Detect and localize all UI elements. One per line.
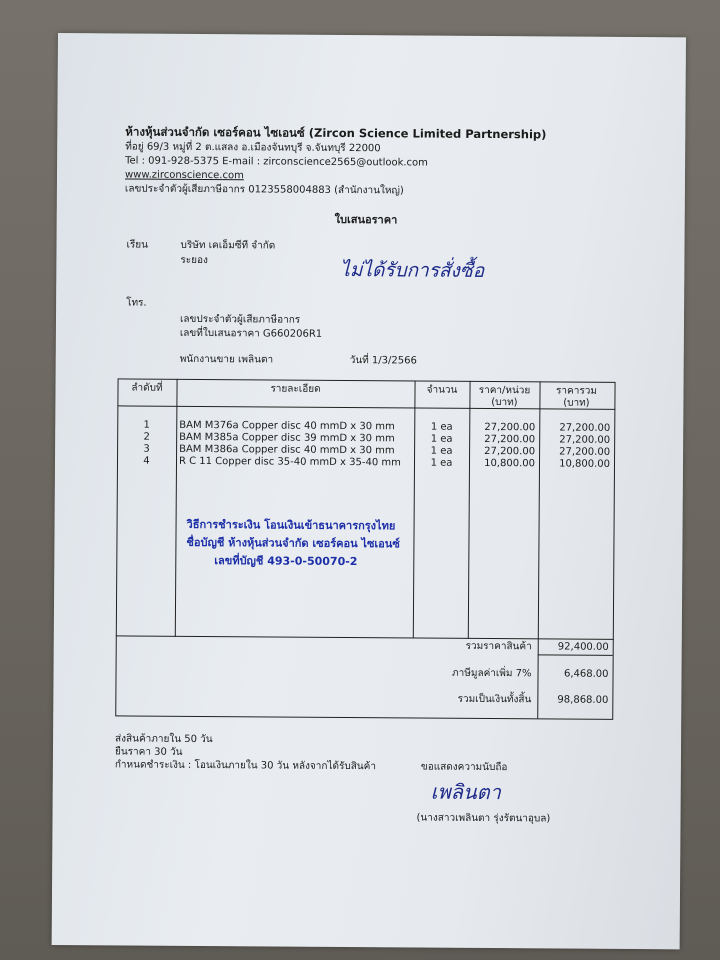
salesperson: พนักงานขาย เพลินตา bbox=[179, 353, 274, 366]
header-no: ลำดับที่ bbox=[131, 382, 163, 394]
customer-name: บริษัท เคเอ็มซีที จำกัด bbox=[180, 239, 276, 252]
payment-account-number: เลขที่บัญชี 493-0-50070-2 bbox=[214, 554, 358, 569]
company-address: ที่อยู่ 69/3 หมู่ที่ 2 ต.แสลง อ.เมืองจันทบุรี จ.จันทบุรี 22000 bbox=[125, 141, 381, 155]
company-tax-id: เลขประจำตัวผู้เสียภาษีอากร 0123558004883 (สำนักงานใหญ่) bbox=[124, 183, 404, 197]
row-quantity: 1 ea bbox=[430, 421, 453, 433]
row-quantity: 1 ea bbox=[430, 445, 453, 457]
row-description: BAM M376a Copper disc 40 mmD x 30 mm bbox=[179, 419, 395, 433]
price-validity: ยืนราคา 30 วัน bbox=[114, 746, 183, 758]
subtotal-label: รวมราคาสินค้า bbox=[465, 640, 532, 653]
payment-method: วิธีการชำระเงิน โอนเงินเข้าธนาคารกรุงไทย bbox=[186, 517, 396, 533]
row-unit-price: 27,200.00 bbox=[484, 445, 536, 458]
quotation-document bbox=[52, 33, 686, 949]
handwritten-note: ไม่ได้รับการสั่งซื้อ bbox=[340, 258, 485, 282]
row-total: 27,200.00 bbox=[559, 446, 611, 458]
row-quantity: 1 ea bbox=[430, 457, 453, 469]
row-unit-price: 10,800.00 bbox=[484, 457, 536, 470]
customer-province: ระยอง bbox=[180, 254, 208, 267]
delivery-terms: ส่งสินค้าภายใน 50 วัน bbox=[115, 733, 213, 746]
vat-label: ภาษีมูลค่าเพิ่ม 7% bbox=[452, 667, 532, 680]
tel-label: โทร. bbox=[126, 297, 147, 309]
header-quantity: จำนวน bbox=[426, 384, 458, 396]
row-description: BAM M386a Copper disc 40 mmD x 30 mm bbox=[179, 443, 395, 457]
row-unit-price: 27,200.00 bbox=[484, 421, 536, 434]
row-total: 10,800.00 bbox=[559, 458, 611, 470]
payment-account-name: ชื่อบัญชี ห้างหุ้นส่วนจำกัด เซอร์คอน ไซเอนซ์ bbox=[186, 535, 400, 551]
company-contact: Tel : 091-928-5375 E-mail : zirconscience2565@outlook.com bbox=[125, 155, 428, 169]
header-description: รายละเอียด bbox=[270, 383, 321, 395]
row-total: 27,200.00 bbox=[559, 422, 611, 434]
row-quantity: 1 ea bbox=[430, 433, 453, 445]
document-title: ใบเสนอราคา bbox=[334, 212, 398, 227]
quote-number: เลขที่ใบเสนอราคา G660206R1 bbox=[179, 327, 323, 340]
row-no: 4 bbox=[143, 455, 150, 467]
grand-total-value: 98,868.00 bbox=[557, 694, 609, 706]
to-label: เรียน bbox=[126, 239, 149, 251]
header-unit-price-unit: (บาท) bbox=[491, 397, 518, 409]
regards-text: ขอแสดงความนับถือ bbox=[420, 761, 508, 774]
row-no: 1 bbox=[143, 419, 150, 431]
signature: เพลินตา bbox=[430, 779, 501, 805]
signer-name: (นางสาวเพลินตา รุ่งรัตนาอุบล) bbox=[416, 812, 551, 825]
payment-terms: กำหนดชำระเงิน : โอนเงินภายใน 30 วัน หลังจากได้รับสินค้า bbox=[114, 759, 377, 773]
row-description: BAM M385a Copper disc 39 mmD x 30 mm bbox=[179, 431, 395, 445]
row-total: 27,200.00 bbox=[559, 434, 611, 446]
company-name: ห้างหุ้นส่วนจำกัด เซอร์คอน ไซเอนซ์ (Zircon Science Limited Partnership) bbox=[125, 124, 547, 142]
row-description: R C 11 Copper disc 35-40 mmD x 35-40 mm bbox=[178, 455, 401, 469]
row-no: 2 bbox=[143, 431, 150, 443]
grand-total-label: รวมเป็นเงินทั้งสิ้น bbox=[457, 693, 532, 706]
header-unit-price: ราคา/หน่วย bbox=[478, 384, 531, 397]
quote-date: วันที่ 1/3/2566 bbox=[349, 355, 417, 367]
company-website-link[interactable]: www.zirconscience.com bbox=[124, 169, 244, 182]
row-unit-price: 27,200.00 bbox=[484, 433, 536, 446]
header-total: ราคารวม bbox=[556, 385, 597, 397]
row-no: 3 bbox=[143, 443, 150, 455]
vat-value: 6,468.00 bbox=[563, 668, 609, 680]
header-total-unit: (บาท) bbox=[563, 397, 590, 409]
subtotal-value: 92,400.00 bbox=[557, 641, 609, 653]
customer-tax-label: เลขประจำตัวผู้เสียภาษีอากร bbox=[179, 313, 301, 326]
